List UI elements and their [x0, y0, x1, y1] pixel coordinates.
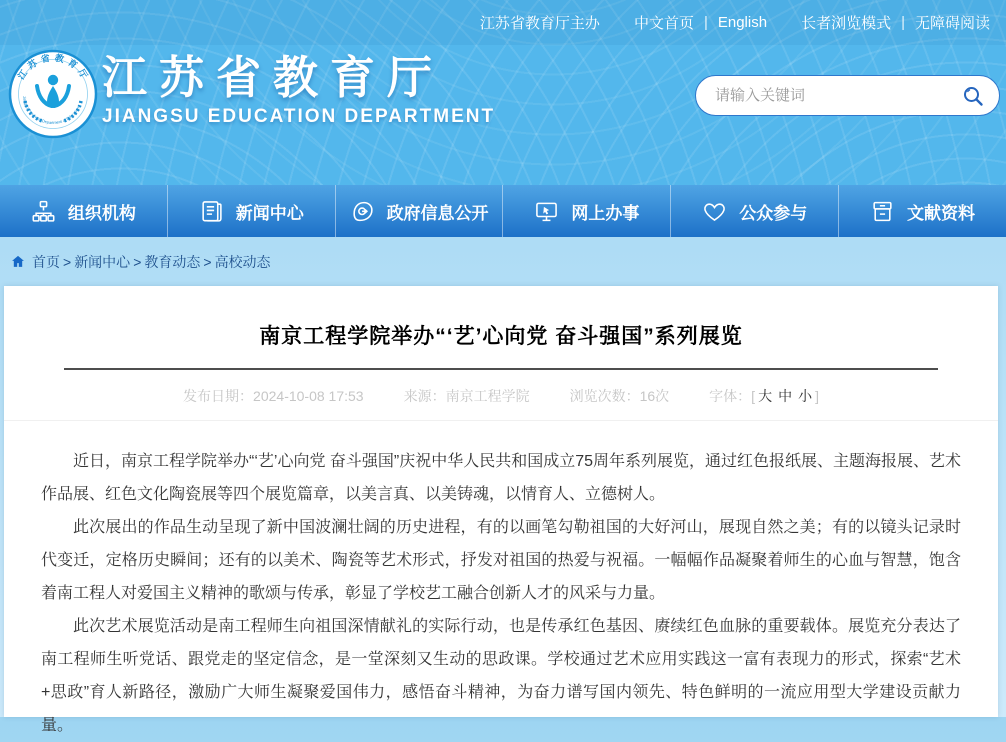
source-value: 南京工程学院	[445, 388, 530, 404]
masthead	[0, 45, 1006, 185]
separator: |	[703, 14, 708, 31]
article-paragraph: 此次展出的作品生动呈现了新中国波澜壮阔的历史进程，有的以画笔勾勒祖国的大好河山，展现自然之美；有的以镜头记录时代变迁，定格历史瞬间；还有的以美术、陶瓷等艺术形式，抒发对祖国的热爱与祝福。一幅幅作品凝聚着师生的心血与智慧，饱含着南工程人对爱国主义精神的歌颂与传承，彰显了学校艺工融合创新人才的风采与力量。	[41, 519, 961, 602]
org-chart-icon	[31, 199, 56, 224]
font-size-large-button[interactable]: 大	[758, 388, 773, 404]
breadcrumb-news-center[interactable]: 新闻中心	[74, 253, 131, 270]
views-value: 16次	[639, 388, 670, 404]
department-logo[interactable]	[8, 49, 98, 139]
main-nav	[0, 185, 1006, 237]
site-name-english: JIANGSU EDUCATION DEPARTMENT	[102, 105, 496, 127]
nav-item-public-participation[interactable]	[671, 185, 839, 237]
breadcrumb-home[interactable]: 首页	[32, 253, 60, 270]
search-box	[695, 75, 1000, 116]
search-button[interactable]	[955, 82, 991, 110]
nav-item-label: 政府信息公开	[386, 203, 489, 223]
home-icon	[10, 254, 26, 269]
link-english[interactable]: English	[717, 14, 768, 31]
archive-icon	[870, 199, 895, 224]
separator: |	[901, 14, 905, 31]
breadcrumb	[0, 237, 1006, 286]
search-icon	[961, 84, 985, 108]
font-size-label: 字体：	[709, 388, 752, 404]
link-chinese-home[interactable]: 中文首页	[633, 15, 694, 32]
article-meta	[4, 386, 998, 406]
news-icon	[199, 199, 224, 224]
publish-date-value: 2024-10-08 17:53	[253, 388, 364, 404]
breadcrumb-separator: >	[63, 253, 72, 270]
views-label: 浏览次数：	[569, 388, 640, 404]
article-paragraph: 此次艺术展览活动是南工程师生向祖国深情献礼的实际行动，也是传承红色基因、赓续红色血脉的重要载体。展览充分表达了南工程师生听党话、跟党走的坚定信念，是一堂深刻又生动的思政课。学校通过艺术应用实践这一富有表现力的形式，探索“艺术+思政”育人新路径，激励广大师生凝聚爱国伟力，感悟奋斗精神，为奋力谱写国内领先、特色鲜明的一流应用型大学建设贡献力量。	[41, 618, 961, 734]
link-elder-mode[interactable]: 长者浏览模式	[801, 15, 892, 32]
online-service-icon	[534, 199, 559, 224]
meta-view-count	[570, 386, 670, 406]
nav-item-label: 公众参与	[739, 203, 808, 223]
department-logo-emblem	[8, 49, 98, 139]
logo-ring-text-bottom: Jiangsu Provincial Department of Education	[22, 95, 81, 126]
meta-font-size-control	[709, 386, 819, 406]
source-label: 来源：	[403, 388, 446, 404]
nav-item-label: 新闻中心	[235, 203, 304, 223]
top-utility-bar	[0, 0, 1006, 45]
meta-publish-date	[183, 386, 364, 406]
article-body	[4, 421, 998, 742]
breadcrumb-separator: >	[203, 253, 212, 270]
logo-ring-text-top: 江苏省教育厅	[15, 52, 92, 84]
font-size-small-button[interactable]: 小	[798, 388, 813, 404]
nav-item-online-services[interactable]	[503, 185, 671, 237]
breadcrumb-education-dynamics[interactable]: 教育动态	[144, 253, 201, 270]
site-name: 江苏省教育厅	[102, 52, 445, 103]
bracket: [	[751, 388, 756, 404]
nav-item-news-center[interactable]	[168, 185, 336, 237]
info-disclosure-icon	[350, 199, 375, 224]
bracket: ]	[815, 388, 819, 404]
article-panel	[4, 286, 998, 734]
nav-item-gov-info-disclosure[interactable]	[336, 185, 504, 237]
participation-heart-icon	[702, 199, 727, 224]
breadcrumb-separator: >	[133, 253, 142, 270]
link-host-site[interactable]: 江苏省教育厅主办	[479, 15, 600, 32]
article-paragraph: 近日，南京工程学院举办“‘艺’心向党 奋斗强国”庆祝中华人民共和国成立75周年系列展览，通过红色报纸展、主题海报展、艺术作品展、红色文化陶瓷展等四个展览篇章，以美言真、以美铸魂，以情育人、立德树人。	[41, 453, 962, 503]
nav-item-documents[interactable]	[839, 185, 1006, 237]
search-input[interactable]	[713, 86, 955, 105]
site-titles	[102, 53, 495, 128]
font-size-medium-button[interactable]: 中	[778, 388, 793, 404]
site-header	[0, 0, 1006, 185]
publish-date-label: 发布日期：	[183, 388, 254, 404]
breadcrumb-university-dynamics[interactable]: 高校动态	[214, 253, 271, 270]
nav-item-label: 组织机构	[67, 203, 136, 223]
meta-source	[404, 386, 530, 406]
nav-item-label: 文献资料	[907, 203, 976, 223]
link-accessibility[interactable]: 无障碍阅读	[914, 15, 990, 32]
nav-item-label: 网上办事	[571, 203, 640, 223]
nav-item-organization[interactable]	[0, 185, 168, 237]
article-title: 南京工程学院举办“‘艺’心向党 奋斗强国”系列展览	[259, 325, 743, 348]
title-divider	[64, 368, 938, 370]
